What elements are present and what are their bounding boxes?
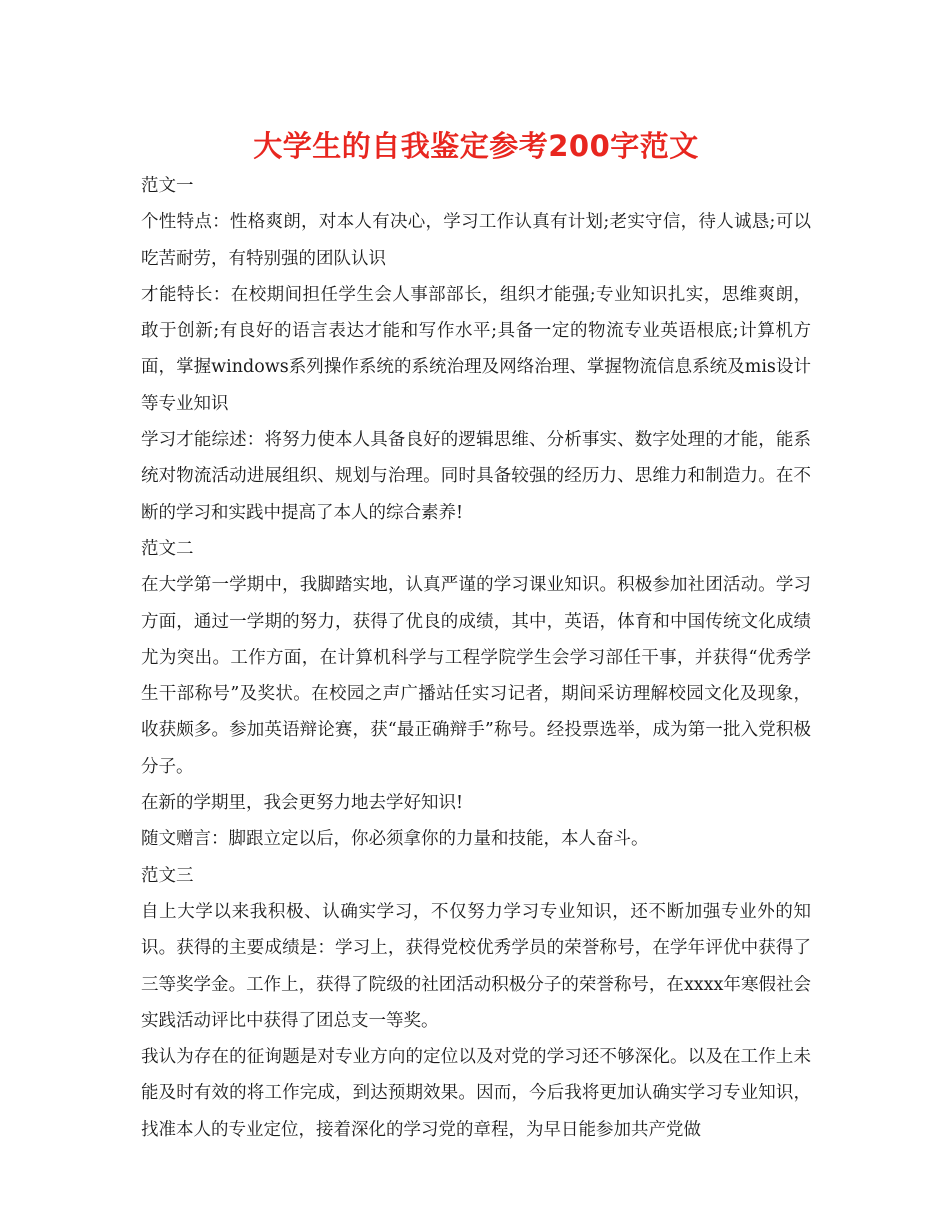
section-heading-1: 范文一 — [141, 176, 194, 196]
document-page — [141, 128, 811, 1148]
paragraph-achievements: 自上大学以来我积极、认确实学习，不仅努力学习专业知识，还不断加强专业外的知识。获得的主要成绩是：学习上，获得党校优秀学员的荣誉称号，在学年评优中获得了三等奖学金。工作上，获得了院级的社团活动积极分子的荣誉称号，在xxxx年寒假社会实践活动评比中获得了团总支一等奖。 — [141, 901, 811, 1031]
section-heading-2: 范文二 — [141, 538, 194, 559]
paragraph-talents: 才能特长：在校期间担任学生会人事部部长，组织才能强;专业知识扎实，思维爽朗，敢于创新;有良好的语言表达才能和写作水平;具备一定的物流专业英语根底;计算机方面，掌握windows系列操作系统的系统治理及网络治理、掌握物流信息系统及mis设计等专业知识 — [141, 284, 811, 414]
section-heading-3: 范文三 — [141, 865, 194, 886]
paragraph-personality: 个性特点：性格爽朗，对本人有决心，学习工作认真有计划;老实守信，待人诚恳;可以吃苦耐劳，有特别强的团队认识 — [141, 212, 811, 269]
paragraph-new-semester: 在新的学期里，我会更努力地去学好知识! — [141, 793, 464, 814]
paragraph-learning-ability: 学习才能综述：将努力使本人具备良好的逻辑思维、分析事实、数字处理的才能，能系统对物流活动进展组织、规划与治理。同时具备较强的经历力、思维力和制造力。在不断的学习和实践中提高了本人的综合素养! — [141, 430, 811, 523]
paragraph-motto: 随文赠言：脚跟立定以后，你必须拿你的力量和技能，本人奋斗。 — [141, 829, 649, 850]
document-title: 大学生的自我鉴定参考200字范文 — [253, 129, 699, 163]
paragraph-problems: 我认为存在的征询题是对专业方向的定位以及对党的学习还不够深化。以及在工作上未能及时有效的将工作完成，到达预期效果。因而，今后我将更加认确实学习专业知识，找准本人的专业定位，接着深化的学习党的章程，为早日能参加共产党做 — [141, 1047, 811, 1140]
paragraph-first-semester: 在大学第一学期中，我脚踏实地，认真严谨的学习课业知识。积极参加社团活动。学习方面，通过一学期的努力，获得了优良的成绩，其中，英语，体育和中国传统文化成绩尤为突出。工作方面，在计算机科学与工程学院学生会学习部任干事，并获得“优秀学生干部称号”及奖状。在校园之声广播站任实习记者，期间采访理解校园文化及现象，收获颇多。参加英语辩论赛，获“最正确辩手”称号。经投票选举，成为第一批入党积极分子。 — [141, 575, 811, 777]
